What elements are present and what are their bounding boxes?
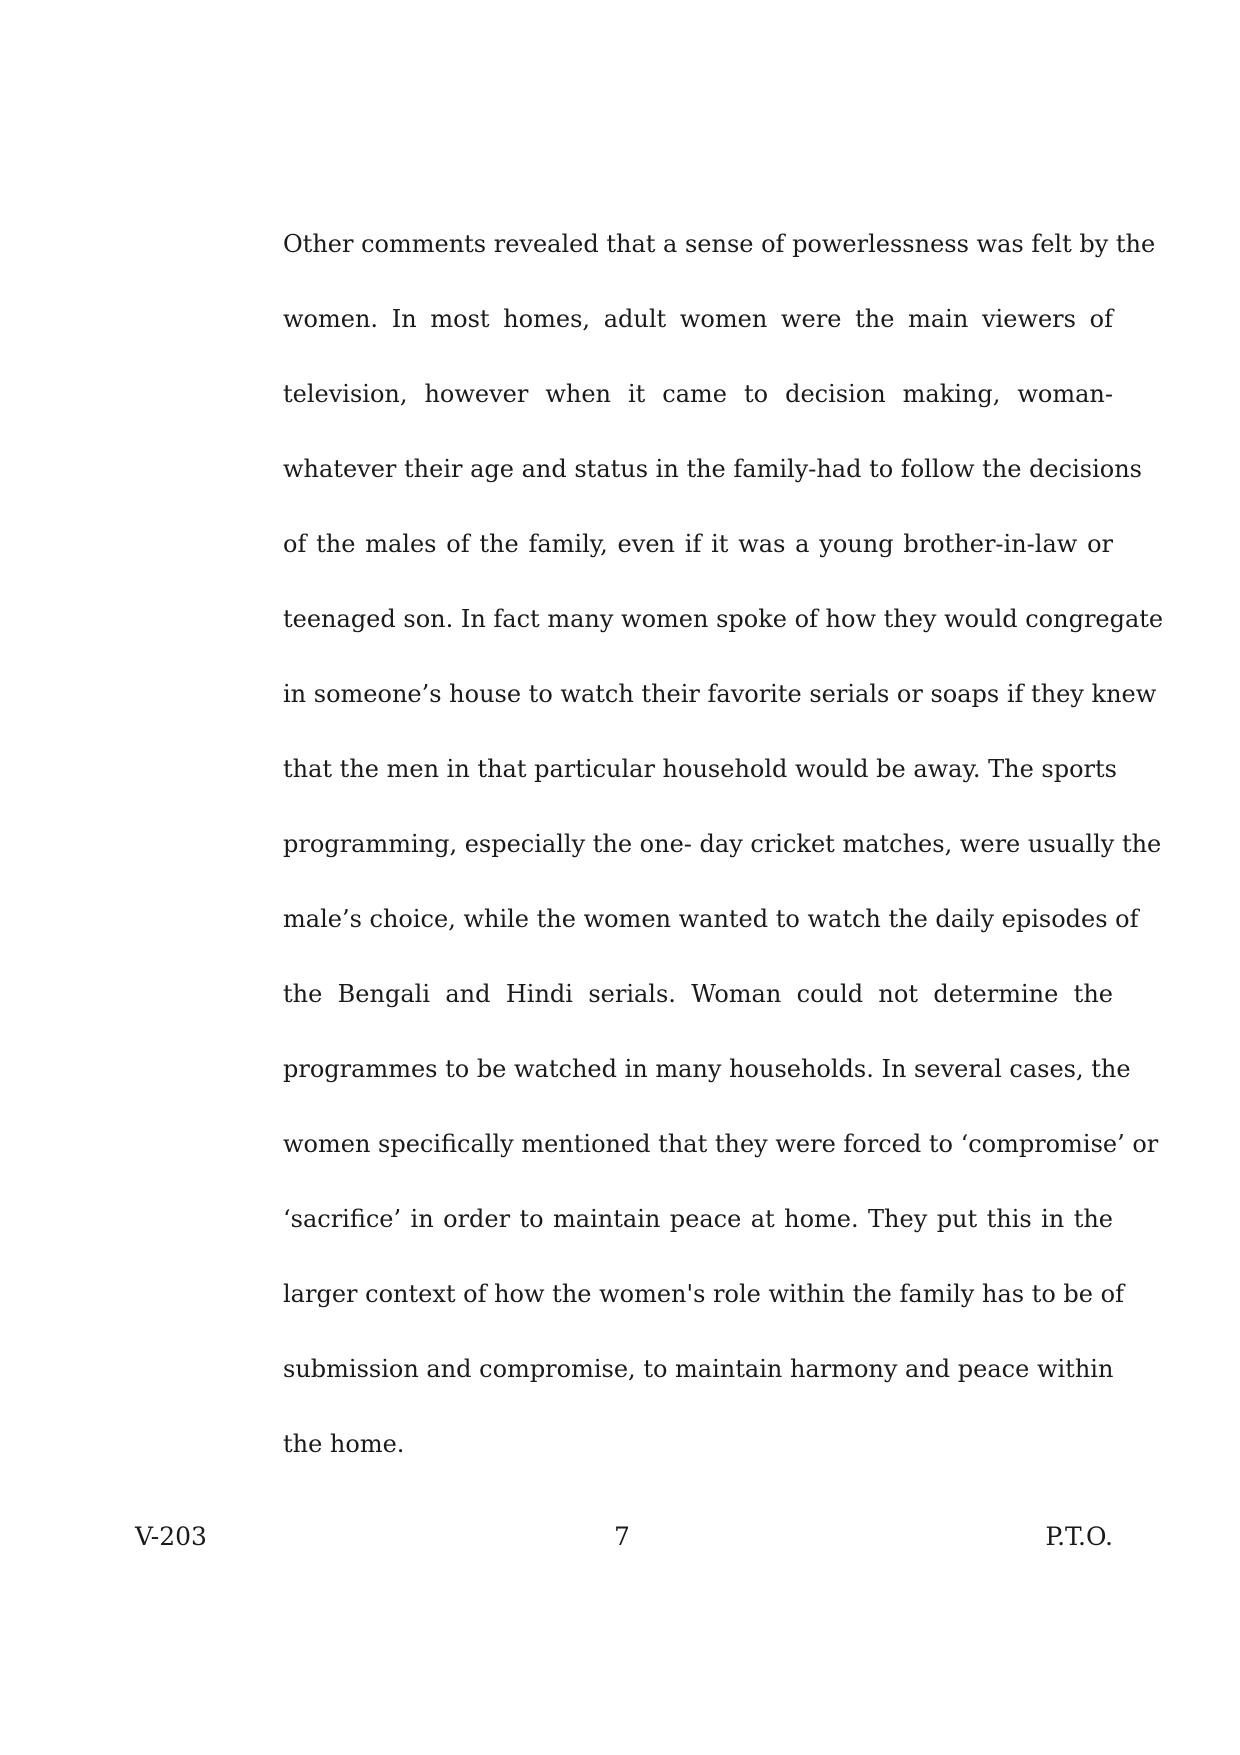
page-number: 7 bbox=[614, 1522, 630, 1551]
paragraph-line: the home. bbox=[283, 1430, 405, 1458]
paragraph-line: in someone’s house to watch their favorite serials or soaps if they knew bbox=[283, 680, 1157, 708]
paragraph-line: programming, especially the one- day cricket matches, were usually the bbox=[283, 830, 1162, 858]
paragraph-line: Other comments revealed that a sense of powerlessness was felt by the bbox=[283, 230, 1156, 258]
paragraph-line: of the males of the family, even if it was a young brother-in-law or bbox=[283, 530, 1113, 558]
paragraph-line: submission and compromise, to maintain harmony and peace within bbox=[283, 1355, 1114, 1383]
paragraph-line: women. In most homes, adult women were the main viewers of bbox=[283, 305, 1113, 333]
footer-code: V-203 bbox=[135, 1522, 207, 1551]
paragraph-line: the Bengali and Hindi serials. Woman could not determine the bbox=[283, 980, 1113, 1008]
paragraph-line: women specifically mentioned that they were forced to ‘compromise’ or bbox=[283, 1130, 1159, 1158]
paragraph-line: television, however when it came to decision making, woman- bbox=[283, 380, 1113, 408]
paragraph-line: whatever their age and status in the family-had to follow the decisions bbox=[283, 455, 1142, 483]
paragraph-line: ‘sacrifice’ in order to maintain peace at home. They put this in the bbox=[283, 1205, 1113, 1233]
paragraph-line: teenaged son. In fact many women spoke of how they would congregate bbox=[283, 605, 1164, 633]
paragraph-line: male’s choice, while the women wanted to watch the daily episodes of bbox=[283, 905, 1139, 933]
paragraph-line: programmes to be watched in many households. In several cases, the bbox=[283, 1055, 1131, 1083]
paragraph-line: that the men in that particular household would be away. The sports bbox=[283, 755, 1117, 783]
body-paragraph bbox=[283, 222, 1164, 1497]
paragraph-line: larger context of how the women's role within the family has to be of bbox=[283, 1280, 1124, 1308]
footer-pto: P.T.O. bbox=[1045, 1522, 1113, 1551]
